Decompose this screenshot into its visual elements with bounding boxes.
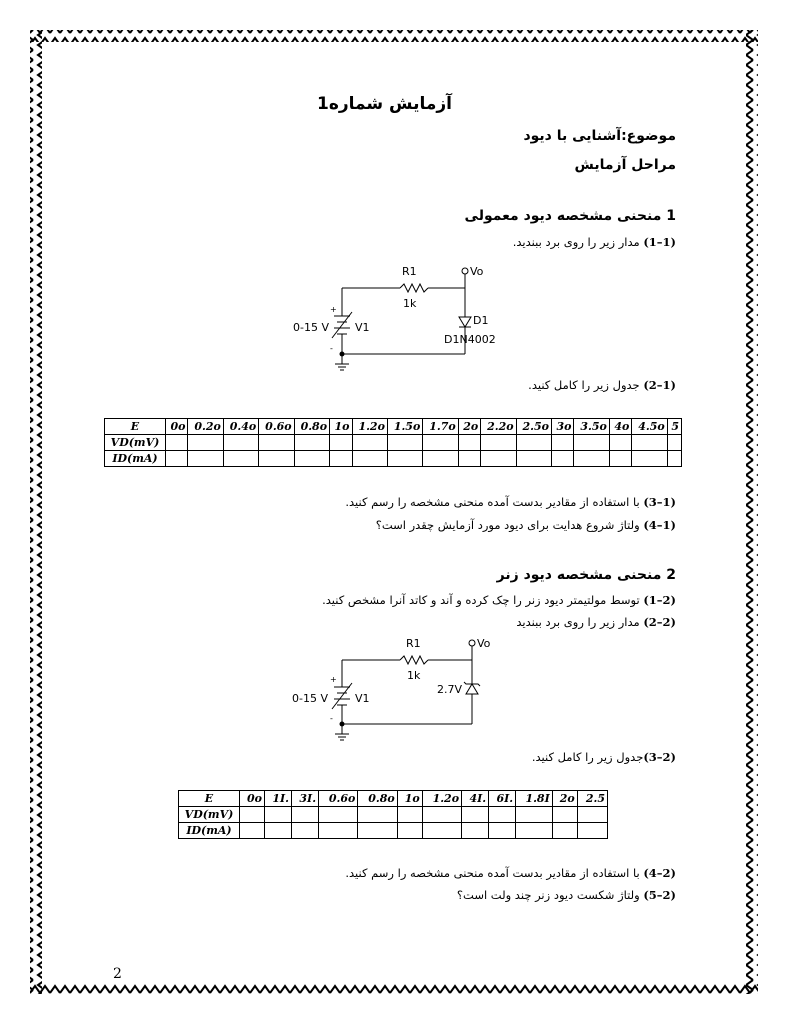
input-cell[interactable] (632, 451, 667, 467)
input-cell[interactable] (294, 451, 329, 467)
input-cell[interactable] (609, 451, 631, 467)
input-cell[interactable] (188, 451, 223, 467)
input-cell[interactable] (577, 807, 607, 823)
input-cell[interactable] (319, 823, 358, 839)
input-cell[interactable] (358, 823, 397, 839)
input-cell[interactable] (319, 807, 358, 823)
step-1-4: (1–4) ولتاژ شروع هدایت برای دیود مورد آزمایش چقدر است؟ (375, 518, 676, 532)
minus-sign: - (330, 344, 333, 353)
source-range: 0-15 V (293, 321, 329, 334)
row-label-id: ID(mA) (179, 823, 240, 839)
diode-circuit-diagram (290, 258, 496, 373)
input-cell[interactable] (574, 451, 609, 467)
input-cell[interactable] (458, 435, 480, 451)
table-row (179, 791, 608, 807)
input-cell[interactable] (422, 807, 461, 823)
input-cell[interactable] (516, 435, 551, 451)
row-label-vd: VD(mV) (105, 435, 166, 451)
input-cell[interactable] (259, 451, 294, 467)
input-cell[interactable] (574, 435, 609, 451)
zener-circuit-diagram (290, 632, 495, 744)
e-cell: 0.2o (188, 419, 223, 435)
step-2-4: (2–4) با استفاده از مقادیر بدست آمده منحنی مشخصه را رسم کنید. (345, 866, 676, 880)
input-cell[interactable] (423, 435, 458, 451)
input-cell[interactable] (551, 435, 573, 451)
table-row (105, 435, 682, 451)
input-cell[interactable] (387, 451, 422, 467)
step-2-2: (2–2) مدار زیر را روی برد ببندید (516, 615, 676, 629)
e-cell: 1.7o (423, 419, 458, 435)
page-number: 2 (113, 966, 122, 982)
vo-label: Vo (470, 265, 484, 278)
input-cell[interactable] (397, 823, 422, 839)
input-cell[interactable] (223, 451, 258, 467)
e-cell: 3o (551, 419, 573, 435)
row-label-e: E (105, 419, 166, 435)
minus-sign: - (330, 714, 333, 723)
input-cell[interactable] (489, 823, 516, 839)
input-cell[interactable] (462, 807, 489, 823)
e-cell: 0o (166, 419, 188, 435)
input-cell[interactable] (458, 451, 480, 467)
e-cell: 0.6o (259, 419, 294, 435)
input-cell[interactable] (387, 435, 422, 451)
e-cell: 2.2o (481, 419, 516, 435)
input-cell[interactable] (223, 435, 258, 451)
zener-data-table (178, 790, 608, 839)
input-cell[interactable] (462, 823, 489, 839)
e-cell: 1o (397, 791, 422, 807)
input-cell[interactable] (352, 451, 387, 467)
step-1-3: (1–3) با استفاده از مقادیر بدست آمده منحنی مشخصه را رسم کنید. (345, 495, 676, 509)
row-label-vd: VD(mV) (179, 807, 240, 823)
plus-sign: + (330, 675, 337, 684)
steps-heading: مراحل آزمایش (574, 157, 676, 173)
e-cell: 2o (552, 791, 577, 807)
input-cell[interactable] (330, 451, 352, 467)
e-cell: 0.4o (223, 419, 258, 435)
input-cell[interactable] (166, 435, 188, 451)
input-cell[interactable] (667, 451, 681, 467)
table-row (105, 451, 682, 467)
table-row (179, 807, 608, 823)
input-cell[interactable] (166, 451, 188, 467)
e-cell: 1o (330, 419, 352, 435)
input-cell[interactable] (552, 807, 577, 823)
step-1-1: (1–1) مدار زیر را روی برد ببندید. (512, 235, 676, 249)
v1-label: V1 (355, 321, 370, 334)
input-cell[interactable] (352, 435, 387, 451)
e-cell: 1.2o (422, 791, 461, 807)
input-cell[interactable] (516, 807, 553, 823)
e-cell: 0o (240, 791, 265, 807)
input-cell[interactable] (489, 807, 516, 823)
input-cell[interactable] (667, 435, 681, 451)
e-cell: 0.6o (319, 791, 358, 807)
e-cell: 1I. (264, 791, 291, 807)
plus-sign: + (330, 305, 337, 314)
input-cell[interactable] (292, 823, 319, 839)
e-cell: 4o (609, 419, 631, 435)
source-range: 0-15 V (292, 692, 328, 705)
step-2-5: (2–5) ولتاژ شکست دیود زنر چند ولت است؟ (456, 888, 676, 902)
e-cell: 6I. (489, 791, 516, 807)
input-cell[interactable] (259, 435, 294, 451)
row-label-e: E (179, 791, 240, 807)
e-cell: 1.5o (387, 419, 422, 435)
e-cell: 2o (458, 419, 480, 435)
input-cell[interactable] (358, 807, 397, 823)
r1-value: 1k (407, 669, 421, 682)
input-cell[interactable] (551, 451, 573, 467)
e-cell: 2.5o (516, 419, 551, 435)
step-1-2: (1–2) جدول زیر را کامل کنید. (528, 378, 676, 392)
input-cell[interactable] (552, 823, 577, 839)
e-cell: 4I. (462, 791, 489, 807)
input-cell[interactable] (292, 807, 319, 823)
input-cell[interactable] (264, 807, 291, 823)
r1-label: R1 (406, 637, 421, 650)
e-cell: 0.8o (294, 419, 329, 435)
input-cell[interactable] (481, 451, 516, 467)
d1-part: D1N4002 (444, 333, 496, 346)
input-cell[interactable] (481, 435, 516, 451)
input-cell[interactable] (264, 823, 291, 839)
r1-label: R1 (402, 265, 417, 278)
input-cell[interactable] (632, 435, 667, 451)
input-cell[interactable] (577, 823, 607, 839)
zener-value: 2.7V (437, 683, 463, 696)
step-2-3: (2–3)جدول زیر را کامل کنید. (531, 750, 676, 764)
input-cell[interactable] (516, 451, 551, 467)
input-cell[interactable] (330, 435, 352, 451)
input-cell[interactable] (516, 823, 553, 839)
e-cell: 5 (667, 419, 681, 435)
d1-label: D1 (473, 314, 489, 327)
page-title: آزمایش شماره1 (316, 94, 452, 114)
e-cell: 4.5o (632, 419, 667, 435)
table-row (105, 419, 682, 435)
section2-heading: 2 منحنی مشخصه دیود زنر (496, 567, 676, 583)
step-2-1: (2–1) توسط مولتیمتر دیود زنر را چک کرده و آند و کاتد آنرا مشخص کنید. (322, 593, 676, 607)
row-label-id: ID(mA) (105, 451, 166, 467)
input-cell[interactable] (423, 451, 458, 467)
e-cell: 3.5o (574, 419, 609, 435)
diode-data-table (104, 418, 682, 467)
input-cell[interactable] (422, 823, 461, 839)
vo-label: Vo (477, 637, 491, 650)
subject: موضوع:آشنایی با دیود (523, 128, 676, 144)
input-cell[interactable] (609, 435, 631, 451)
e-cell: 0.8o (358, 791, 397, 807)
e-cell: 3I. (292, 791, 319, 807)
e-cell: 1.2o (352, 419, 387, 435)
input-cell[interactable] (240, 807, 265, 823)
table-row (179, 823, 608, 839)
r1-value: 1k (403, 297, 417, 310)
e-cell: 2.5 (577, 791, 607, 807)
e-cell: 1.8I (516, 791, 553, 807)
input-cell[interactable] (188, 435, 223, 451)
input-cell[interactable] (294, 435, 329, 451)
input-cell[interactable] (397, 807, 422, 823)
section1-heading: 1 منحنی مشخصه دیود معمولی (464, 208, 676, 224)
input-cell[interactable] (240, 823, 265, 839)
v1-label: V1 (355, 692, 370, 705)
